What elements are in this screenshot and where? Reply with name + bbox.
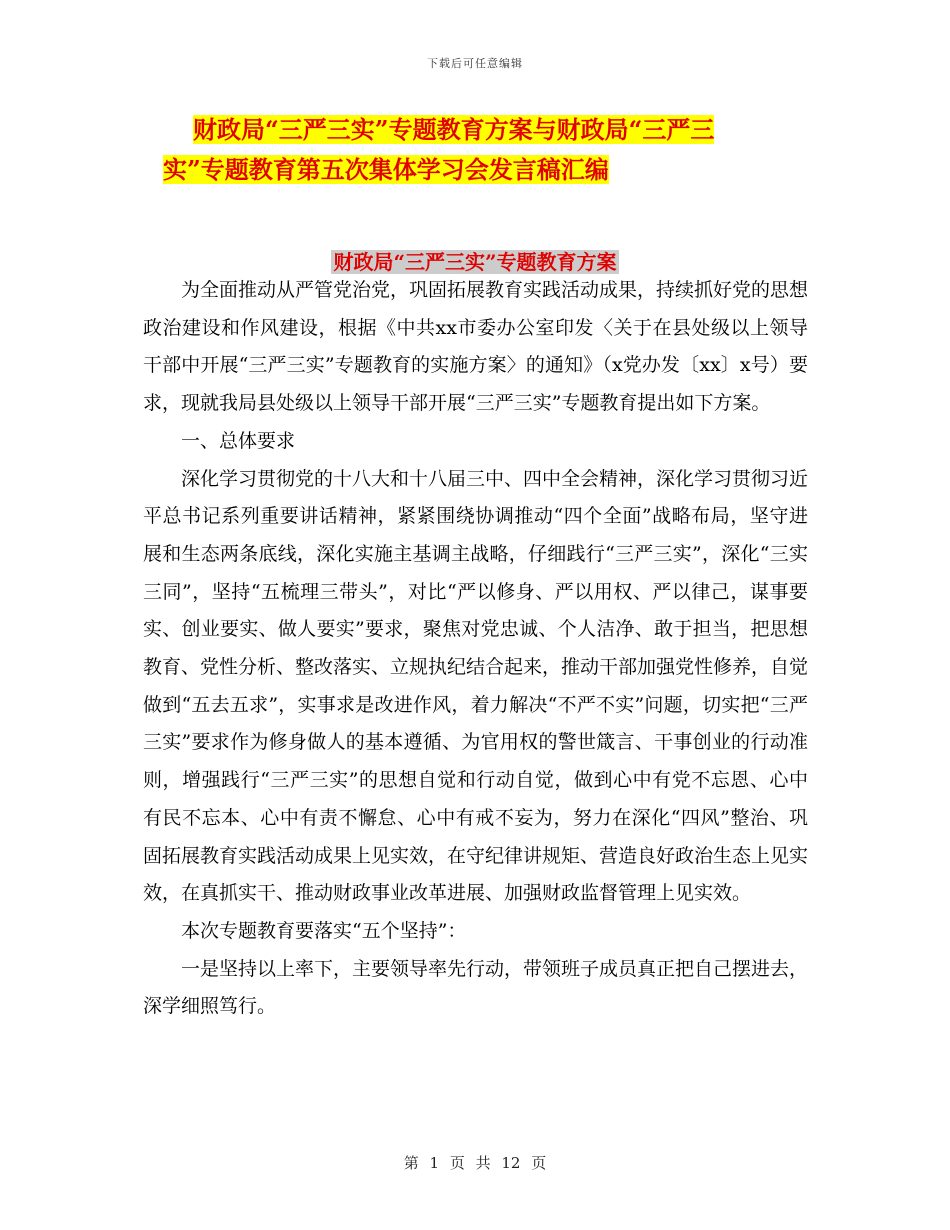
paragraph: 为全面推动从严管党治党，巩固拓展教育实践活动成果，持续抓好党的思想政治建设和作风建设，根据《中共xx市委办公室印发〈关于在县处级以上领导干部中开展“三严三实”专题教育的实施方案〉的通知》（x党办发〔xx〕x号）要求，现就我局县处级以上领导干部开展“三严三实”专题教育提出如下方案。 <box>143 279 809 415</box>
document-title-line-2: 实”专题教育第五次集体学习会发言稿汇编 <box>163 155 609 184</box>
section-heading: 一、总体要求 <box>181 429 296 452</box>
document-title-line-1: 财政局“三严三实”专题教育方案与财政局“三严三 <box>193 115 715 144</box>
header-note: 下载后可任意编辑 <box>427 57 523 70</box>
paragraph: 一是坚持以上率下，主要领导率先行动，带领班子成员真正把自己摆进去，深学细照笃行。 <box>143 957 809 1018</box>
page-footer: 第 1 页 共 12 页 <box>403 1154 547 1172</box>
document-title <box>163 110 813 190</box>
section-title-text: 财政局“三严三实”专题教育方案 <box>333 250 617 274</box>
paragraph: 本次专题教育要落实“五个坚持”： <box>181 919 467 942</box>
document-body <box>143 272 808 1026</box>
paragraph: 深化学习贯彻党的十八大和十八届三中、四中全会精神，深化学习贯彻习近平总书记系列重要讲话精神，紧紧围绕协调推动“四个全面”战略布局，坚守进展和生态两条底线，深化实施主基调主战略，仔细践行“三严三实”，深化“三实三同”，坚持“五梳理三带头”，对比“严以修身、严以用权、严以律己，谋事要实、创业要实、做人要实”要求，聚焦对党忠诚、个人洁净、敢于担当，把思想教育、党性分析、整改落实、立规执纪结合起来，推动干部加强党性修养，自觉做到“五去五求”，实事求是改进作风，着力解决“不严不实”问题，切实把“三严三实”要求作为修身做人的基本遵循、为官用权的警世箴言、干事创业的行动准则，增强践行“三严三实”的思想自觉和行动自觉，做到心中有党不忘恩、心中有民不忘本、心中有责不懈怠、心中有戒不妄为，努力在深化“四风”整治、巩固拓展教育实践活动成果上见实效，在守纪律讲规矩、营造良好政治生态上见实效，在真抓实干、推动财政事业改革进展、加强财政监督管理上见实效。 <box>143 467 809 905</box>
